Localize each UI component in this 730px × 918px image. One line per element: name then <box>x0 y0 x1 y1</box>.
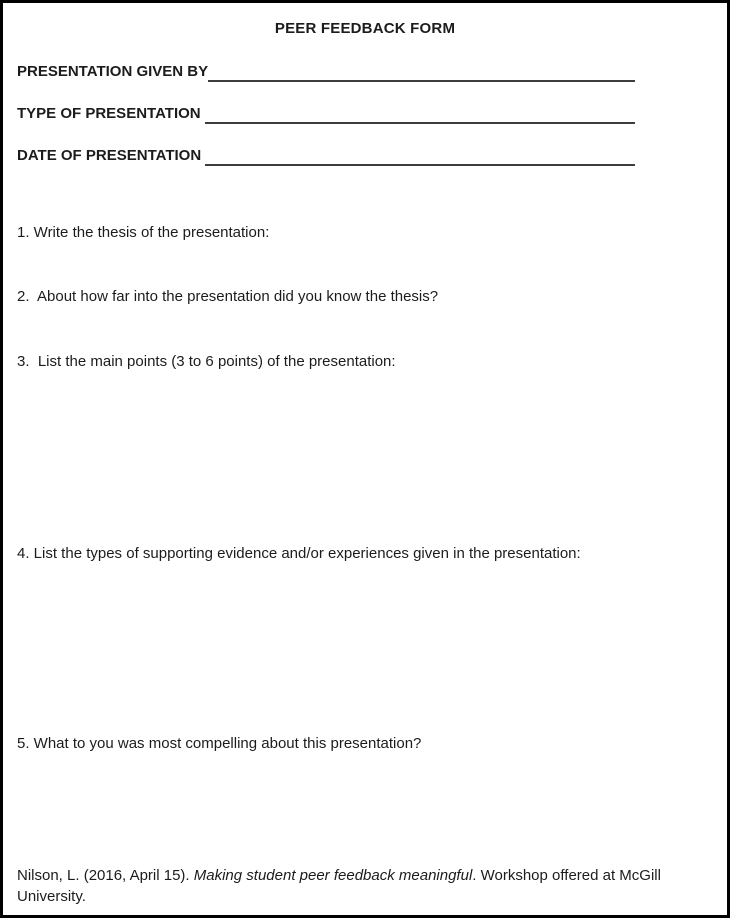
question-4-supporting-evidence: 4. List the types of supporting evidence and/or experiences given in the presentation: <box>17 545 581 562</box>
field-label-presentation-given-by: PRESENTATION GIVEN BY <box>17 63 209 80</box>
field-type-of-presentation <box>17 103 635 124</box>
fill-in-line-presentation-given-by <box>208 60 635 82</box>
fill-in-line-date-of-presentation <box>205 144 635 166</box>
question-1-thesis: 1. Write the thesis of the presentation: <box>17 224 270 241</box>
question-3-main-points: 3. List the main points (3 to 6 points) of the presentation: <box>17 353 396 370</box>
form-title: PEER FEEDBACK FORM <box>274 20 456 37</box>
field-label-type-of-presentation: TYPE OF PRESENTATION <box>17 105 205 122</box>
question-5-most-compelling: 5. What to you was most compelling about this presentation? <box>17 735 422 752</box>
field-presentation-given-by <box>17 61 635 82</box>
citation-prefix: Nilson, L. (2016, April 15). <box>17 867 194 884</box>
field-date-of-presentation <box>17 145 635 166</box>
citation-suffix: . Workshop offered at McGill University. <box>17 867 661 905</box>
fill-in-line-type-of-presentation <box>205 102 635 124</box>
field-label-date-of-presentation: DATE OF PRESENTATION <box>17 147 206 164</box>
question-2-how-far-into-presentation: 2. About how far into the presentation did you know the thesis? <box>17 288 439 305</box>
citation <box>17 865 711 907</box>
citation-italic-title: Making student peer feedback meaningful <box>193 867 473 884</box>
